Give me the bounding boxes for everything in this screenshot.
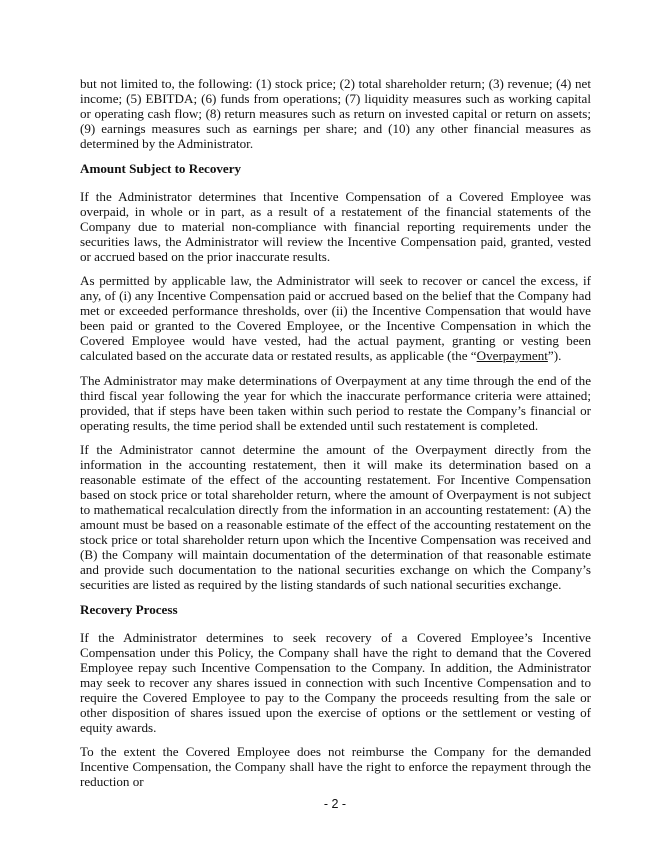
page-number: - 2 - bbox=[323, 797, 347, 811]
section-heading-recovery-process: Recovery Process bbox=[80, 601, 178, 617]
paragraph-determination-timing: The Administrator may make determinations of Overpayment at any time through the end of the third fiscal year following the year for which the inaccurate performance criteria were attained; provided, that if steps have been taken within such period to restate the Company’s financial or operating results, the time period shall be extended until such restatement is completed. bbox=[80, 372, 591, 433]
page-body bbox=[80, 76, 591, 799]
paragraph-recovery-of-excess bbox=[80, 273, 591, 363]
paragraph-reasonable-estimate: If the Administrator cannot determine the amount of the Overpayment directly from the information in the accounting restatement, then it will make its determination based on a reasonable estimate of the effect of the accounting restatement. For Incentive Compensation based on stock price or total shareholder return, where the amount of Overpayment is not subject to mathematical recalculation directly from the information in an accounting restatement: (A) the amount must be based on a reasonable estimate of the effect of the accounting restatement on the stock price or total shareholder return upon which the Incentive Compensation was received and (B) the Company will maintain documentation of the determination of that reasonable estimate and provide such documentation to the national securities exchange on which the Company’s securities are listed as required by the listing standards of such national securities exchange. bbox=[80, 442, 591, 592]
paragraph-enforce-repayment: To the extent the Covered Employee does not reimburse the Company for the demanded Incentive Compensation, the Company shall have the right to enforce the repayment through the reduction or bbox=[80, 744, 591, 789]
paragraph-text-closing: ”). bbox=[547, 348, 562, 363]
paragraph-performance-measures: but not limited to, the following: (1) stock price; (2) total shareholder return; (3) revenue; (4) net income; (5) EBITDA; (6) funds from operations; (7) liquidity measures such as working capital or operating cash flow; (8) return measures such as return on invested capital or return on assets; (9) earnings measures such as earnings per share; and (10) any other financial measures as determined by the Administrator. bbox=[80, 76, 591, 151]
paragraph-overpayment-review: If the Administrator determines that Incentive Compensation of a Covered Employee was overpaid, in whole or in part, as a result of a restatement of the financial statements of the Company due to material non-compliance with financial reporting requirements under the securities laws, the Administrator will review the Incentive Compensation paid, granted, vested or accrued based on the prior inaccurate results. bbox=[80, 188, 591, 264]
defined-term-overpayment: Overpayment bbox=[476, 348, 548, 363]
paragraph-text: As permitted by applicable law, the Administrator will seek to recover or cancel the excess, if any, of (i) any Incentive Compensation paid or accrued based on the belief that the Company had met or exceeded performance thresholds, over (ii) the Incentive Compensation that would have been paid or granted to the Covered Employee, or the Incentive Compensation in which the Covered Employee would have vested, had the actual payment, granting or vesting been calculated based on the accurate data or restated results, as applicable (the “ bbox=[80, 273, 591, 363]
paragraph-demand-repayment: If the Administrator determines to seek recovery of a Covered Employee’s Incentive Compensation under this Policy, the Company shall have the right to demand that the Covered Employee repay such Incentive Compensation to the Company. In addition, the Administrator may seek to recover any shares issued in connection with such Incentive Compensation and to require the Covered Employee to pay to the Company the proceeds resulting from the sale or other disposition of shares issued upon the exercise of options or the settlement or vesting of equity awards. bbox=[80, 629, 591, 735]
section-heading-amount-subject-to-recovery: Amount Subject to Recovery bbox=[80, 160, 242, 176]
